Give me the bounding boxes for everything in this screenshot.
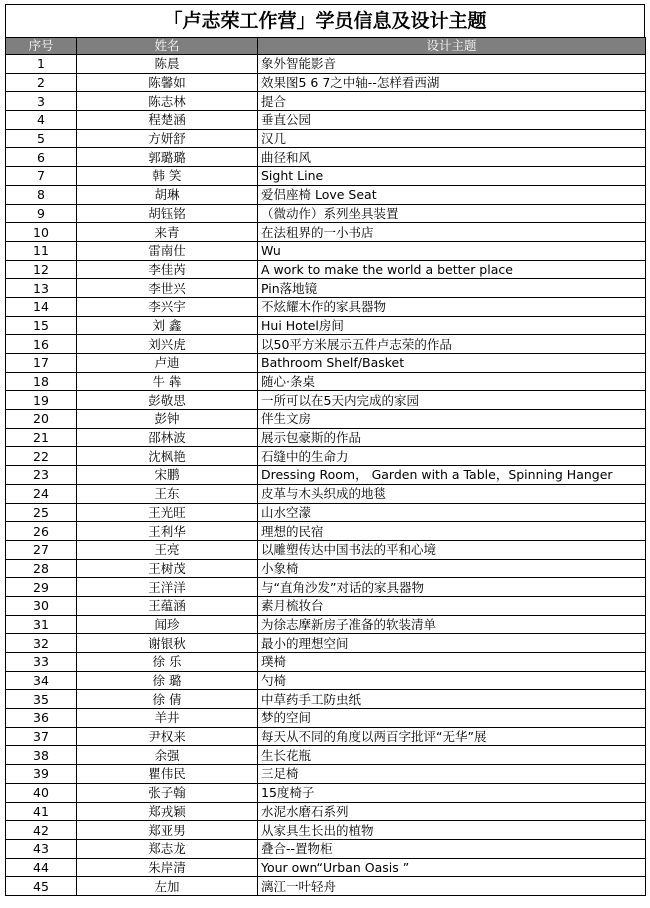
cell-no: 14 xyxy=(6,297,77,316)
cell-no: 13 xyxy=(6,279,77,298)
cell-name: 陈晨 xyxy=(77,55,258,74)
cell-name: 王洋洋 xyxy=(77,578,258,597)
cell-no: 31 xyxy=(6,615,77,634)
cell-no: 30 xyxy=(6,596,77,615)
cell-name: 徐 乐 xyxy=(77,653,258,672)
cell-topic: Wu xyxy=(258,241,646,260)
cell-topic: A work to make the world a better place xyxy=(258,260,646,279)
cell-no: 19 xyxy=(6,391,77,410)
table-row xyxy=(6,167,646,186)
cell-no: 9 xyxy=(6,204,77,223)
cell-topic: 在法租界的一小书店 xyxy=(258,223,646,242)
table-row xyxy=(6,297,646,316)
table-row xyxy=(6,522,646,541)
table-row xyxy=(6,73,646,92)
cell-topic: 爱侣座椅 Love Seat xyxy=(258,185,646,204)
cell-topic: 中草药手工防虫纸 xyxy=(258,690,646,709)
table-row xyxy=(6,634,646,653)
cell-name: 韩 笑 xyxy=(77,167,258,186)
cell-name: 羊井 xyxy=(77,709,258,728)
cell-name: 来青 xyxy=(77,223,258,242)
cell-topic: 素月梳妆台 xyxy=(258,596,646,615)
table-row xyxy=(6,746,646,765)
cell-topic: 效果图5 6 7之中轴--怎样看西湖 xyxy=(258,73,646,92)
table-row xyxy=(6,279,646,298)
cell-name: 雷南仕 xyxy=(77,241,258,260)
header-name: 姓名 xyxy=(77,38,258,55)
table-row xyxy=(6,615,646,634)
table-row xyxy=(6,578,646,597)
cell-name: 郑志龙 xyxy=(77,839,258,858)
cell-topic: Sight Line xyxy=(258,167,646,186)
cell-topic: 汉几 xyxy=(258,129,646,148)
table-row xyxy=(6,92,646,111)
cell-no: 42 xyxy=(6,821,77,840)
cell-topic: 垂直公园 xyxy=(258,111,646,130)
cell-no: 7 xyxy=(6,167,77,186)
cell-topic: 山水空濛 xyxy=(258,503,646,522)
cell-topic: （微动作）系列坐具装置 xyxy=(258,204,646,223)
table-row xyxy=(6,241,646,260)
cell-name: 彭敬思 xyxy=(77,391,258,410)
cell-no: 4 xyxy=(6,111,77,130)
table-row xyxy=(6,821,646,840)
sheet-title: 「卢志荣工作营」学员信息及设计主题 xyxy=(5,4,645,37)
table-row xyxy=(6,727,646,746)
cell-name: 邵林波 xyxy=(77,428,258,447)
table-row xyxy=(6,690,646,709)
cell-no: 34 xyxy=(6,671,77,690)
table-row xyxy=(6,316,646,335)
cell-topic: 展示包豪斯的作品 xyxy=(258,428,646,447)
cell-topic: 15度椅子 xyxy=(258,783,646,802)
cell-no: 8 xyxy=(6,185,77,204)
cell-name: 陈馨如 xyxy=(77,73,258,92)
cell-name: 朱岸清 xyxy=(77,858,258,877)
cell-no: 21 xyxy=(6,428,77,447)
cell-topic: 叠合--置物柜 xyxy=(258,839,646,858)
cell-topic: 梦的空间 xyxy=(258,709,646,728)
table-row xyxy=(6,335,646,354)
header-no: 序号 xyxy=(6,38,77,55)
table-row xyxy=(6,858,646,877)
table-row xyxy=(6,709,646,728)
cell-topic: 以雕塑传达中国书法的平和心境 xyxy=(258,540,646,559)
cell-topic: 一所可以在5天内完成的家园 xyxy=(258,391,646,410)
table-row xyxy=(6,447,646,466)
cell-name: 王蕴涵 xyxy=(77,596,258,615)
cell-name: 王树茂 xyxy=(77,559,258,578)
table-row xyxy=(6,540,646,559)
table-row xyxy=(6,765,646,784)
cell-no: 37 xyxy=(6,727,77,746)
table-row xyxy=(6,596,646,615)
cell-name: 李世兴 xyxy=(77,279,258,298)
cell-topic: 三足椅 xyxy=(258,765,646,784)
cell-topic: Your own“Urban Oasis ” xyxy=(258,858,646,877)
table-row xyxy=(6,148,646,167)
table-row xyxy=(6,839,646,858)
cell-no: 38 xyxy=(6,746,77,765)
table-row xyxy=(6,354,646,373)
cell-no: 6 xyxy=(6,148,77,167)
table-row xyxy=(6,410,646,429)
cell-name: 牛 犇 xyxy=(77,372,258,391)
cell-name: 郑亚男 xyxy=(77,821,258,840)
cell-topic: 从家具生长出的植物 xyxy=(258,821,646,840)
cell-name: 宋鹏 xyxy=(77,466,258,485)
cell-name: 李兴宇 xyxy=(77,297,258,316)
cell-name: 王亮 xyxy=(77,540,258,559)
cell-no: 5 xyxy=(6,129,77,148)
cell-topic: 璞椅 xyxy=(258,653,646,672)
cell-name: 尹权来 xyxy=(77,727,258,746)
cell-topic: 最小的理想空间 xyxy=(258,634,646,653)
cell-no: 28 xyxy=(6,559,77,578)
cell-no: 26 xyxy=(6,522,77,541)
cell-name: 刘 鑫 xyxy=(77,316,258,335)
cell-topic: Hui Hotel房间 xyxy=(258,316,646,335)
cell-topic: 象外智能影音 xyxy=(258,55,646,74)
cell-topic: Pin落地镜 xyxy=(258,279,646,298)
table-row xyxy=(6,671,646,690)
cell-no: 40 xyxy=(6,783,77,802)
cell-name: 张子翰 xyxy=(77,783,258,802)
cell-no: 24 xyxy=(6,484,77,503)
cell-no: 3 xyxy=(6,92,77,111)
table-row xyxy=(6,783,646,802)
cell-topic: 提合 xyxy=(258,92,646,111)
cell-topic: 每天从不同的角度以两百字批评“无华”展 xyxy=(258,727,646,746)
cell-no: 17 xyxy=(6,354,77,373)
cell-no: 29 xyxy=(6,578,77,597)
cell-no: 39 xyxy=(6,765,77,784)
cell-name: 王利华 xyxy=(77,522,258,541)
cell-name: 闻珍 xyxy=(77,615,258,634)
table-row xyxy=(6,653,646,672)
cell-no: 35 xyxy=(6,690,77,709)
cell-name: 左加 xyxy=(77,877,258,896)
cell-name: 沈枫艳 xyxy=(77,447,258,466)
table-row xyxy=(6,372,646,391)
cell-name: 瞿伟民 xyxy=(77,765,258,784)
cell-topic: 为徐志摩新房子准备的软装清单 xyxy=(258,615,646,634)
table-row xyxy=(6,223,646,242)
table-row xyxy=(6,111,646,130)
table-row xyxy=(6,391,646,410)
cell-no: 36 xyxy=(6,709,77,728)
cell-no: 45 xyxy=(6,877,77,896)
cell-name: 刘兴虎 xyxy=(77,335,258,354)
cell-name: 王光旺 xyxy=(77,503,258,522)
cell-name: 胡琳 xyxy=(77,185,258,204)
cell-name: 方妍舒 xyxy=(77,129,258,148)
cell-no: 33 xyxy=(6,653,77,672)
cell-no: 1 xyxy=(6,55,77,74)
table-row xyxy=(6,802,646,821)
cell-topic: 生长花瓶 xyxy=(258,746,646,765)
cell-no: 15 xyxy=(6,316,77,335)
table-row xyxy=(6,204,646,223)
cell-topic: 伴生文房 xyxy=(258,410,646,429)
table-row xyxy=(6,428,646,447)
cell-topic: 曲径和风 xyxy=(258,148,646,167)
cell-topic: 漓江一叶轻舟 xyxy=(258,877,646,896)
student-table xyxy=(5,37,646,896)
cell-no: 20 xyxy=(6,410,77,429)
table-row xyxy=(6,466,646,485)
cell-topic: Dressing Room， Garden with a Table，Spinning Hanger xyxy=(258,466,646,485)
table-row xyxy=(6,129,646,148)
table-row xyxy=(6,559,646,578)
cell-topic: 皮革与木头织成的地毯 xyxy=(258,484,646,503)
cell-name: 余强 xyxy=(77,746,258,765)
cell-name: 卢迪 xyxy=(77,354,258,373)
cell-name: 程楚涵 xyxy=(77,111,258,130)
spreadsheet xyxy=(5,4,645,896)
cell-name: 陈志林 xyxy=(77,92,258,111)
cell-topic: 理想的民宿 xyxy=(258,522,646,541)
cell-no: 23 xyxy=(6,466,77,485)
cell-name: 谢银秋 xyxy=(77,634,258,653)
cell-name: 彭钟 xyxy=(77,410,258,429)
cell-topic: 随心·条桌 xyxy=(258,372,646,391)
header-topic: 设计主题 xyxy=(258,38,646,55)
cell-name: 徐 璐 xyxy=(77,671,258,690)
cell-no: 44 xyxy=(6,858,77,877)
cell-name: 王东 xyxy=(77,484,258,503)
cell-name: 徐 倩 xyxy=(77,690,258,709)
cell-topic: 水泥水磨石系列 xyxy=(258,802,646,821)
cell-no: 41 xyxy=(6,802,77,821)
table-row xyxy=(6,260,646,279)
header-row xyxy=(6,38,646,55)
cell-no: 43 xyxy=(6,839,77,858)
cell-name: 李佳芮 xyxy=(77,260,258,279)
table-row xyxy=(6,484,646,503)
cell-topic: Bathroom Shelf/Basket xyxy=(258,354,646,373)
cell-topic: 勺椅 xyxy=(258,671,646,690)
cell-no: 16 xyxy=(6,335,77,354)
table-body xyxy=(6,55,646,896)
table-row xyxy=(6,877,646,896)
cell-topic: 以50平方米展示五件卢志荣的作品 xyxy=(258,335,646,354)
cell-no: 11 xyxy=(6,241,77,260)
cell-topic: 小象椅 xyxy=(258,559,646,578)
table-row xyxy=(6,185,646,204)
table-row xyxy=(6,503,646,522)
cell-no: 27 xyxy=(6,540,77,559)
cell-name: 郭璐璐 xyxy=(77,148,258,167)
table-row xyxy=(6,55,646,74)
cell-no: 18 xyxy=(6,372,77,391)
cell-no: 10 xyxy=(6,223,77,242)
cell-no: 2 xyxy=(6,73,77,92)
cell-name: 胡钰铭 xyxy=(77,204,258,223)
cell-no: 12 xyxy=(6,260,77,279)
cell-no: 32 xyxy=(6,634,77,653)
cell-topic: 不炫耀木作的家具器物 xyxy=(258,297,646,316)
cell-no: 25 xyxy=(6,503,77,522)
cell-name: 郑戎颖 xyxy=(77,802,258,821)
cell-topic: 与“直角沙发”对话的家具器物 xyxy=(258,578,646,597)
cell-no: 22 xyxy=(6,447,77,466)
cell-topic: 石缝中的生命力 xyxy=(258,447,646,466)
